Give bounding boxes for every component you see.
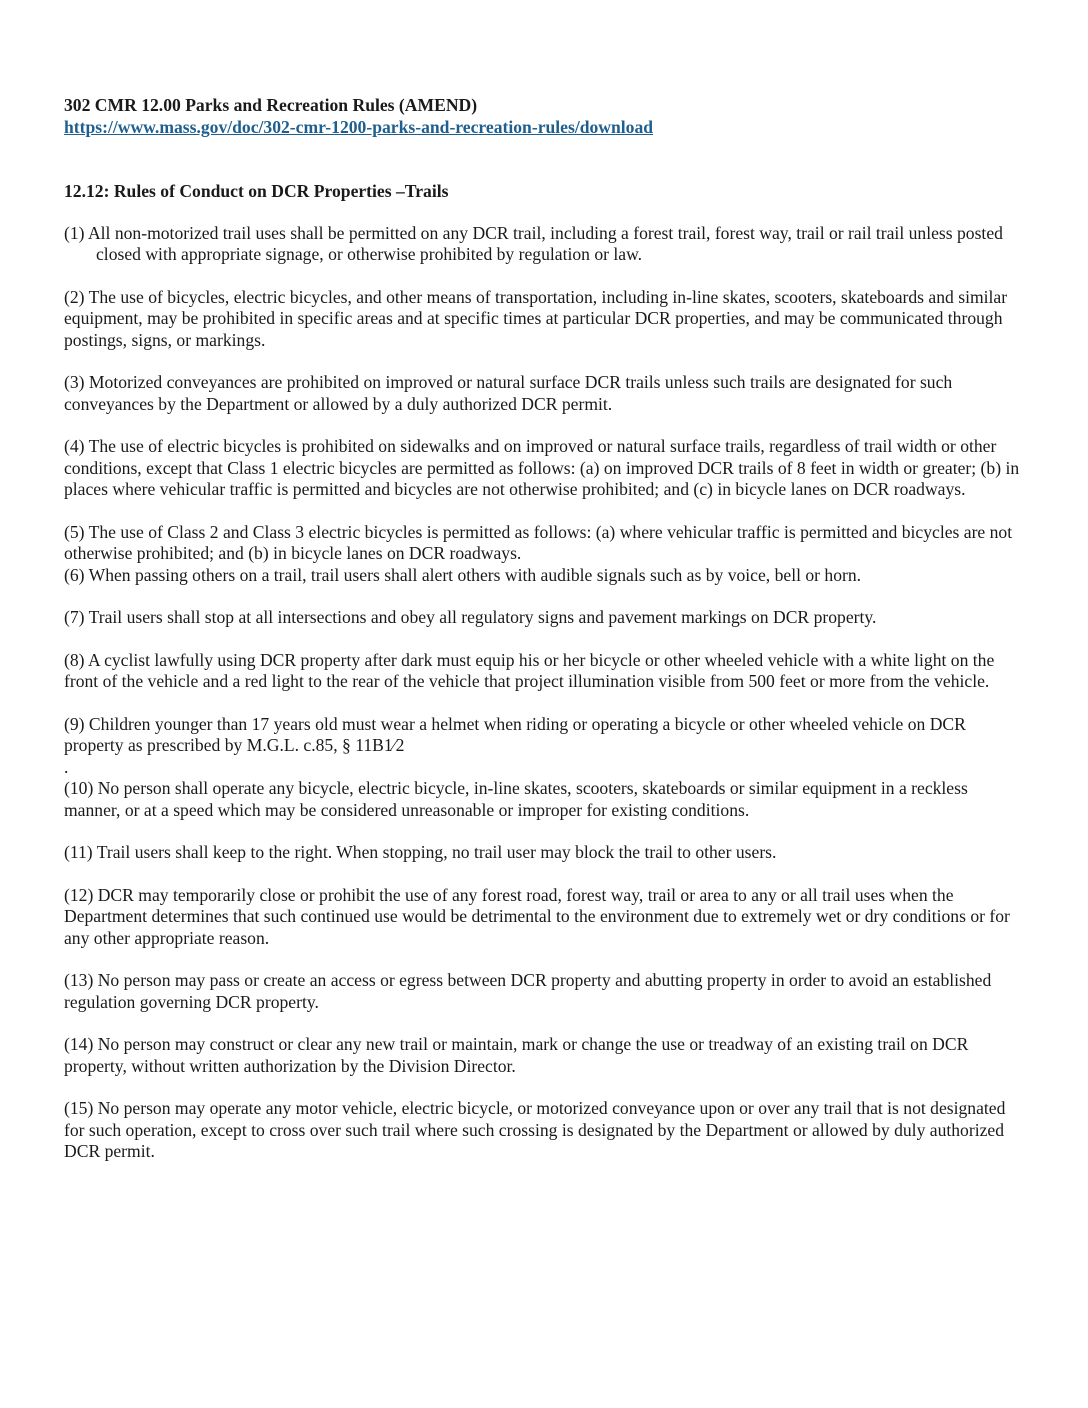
stray-period: . [64, 756, 69, 777]
document-page [64, 95, 1026, 1184]
rule-14: (14) No person may construct or clear any new trail or maintain, mark or change the use or treadway of an existing trail on DCR property, without written authorization by the Division Director. [64, 1034, 969, 1076]
rule-8: (8) A cyclist lawfully using DCR property after dark must equip his or her bicycle or other wheeled vehicle with a white light on the front of the vehicle and a red light to the rear of the vehicle that project illumination visible from 500 feet or more from the vehicle. [64, 649, 995, 691]
rule-10: (10) No person shall operate any bicycle, electric bicycle, in-line skates, scooters, skateboards or similar equipment in a reckless manner, or at a speed which may be considered unreasonable or improper for existing conditions. [64, 778, 968, 820]
rule-1: (1) All non-motorized trail uses shall be permitted on any DCR trail, including a forest trail, forest way, trail or rail trail unless posted closed with appropriate signage, or otherwise prohibited by regulation or law. [64, 222, 1003, 264]
rule-3: (3) Motorized conveyances are prohibited on improved or natural surface DCR trails unless such trails are designated for such conveyances by the Department or allowed by a duly authorized DCR permit. [64, 372, 953, 414]
rule-6: (6) When passing others on a trail, trail users shall alert others with audible signals such as by voice, bell or horn. [64, 564, 862, 585]
download-link[interactable]: https://www.mass.gov/doc/302-cmr-1200-parks-and-recreation-rules/download [64, 116, 654, 137]
rule-9: (9) Children younger than 17 years old must wear a helmet when riding or operating a bicycle or other wheeled vehicle on DCR property as prescribed by M.G.L. c.85, § 11B1⁄2 [64, 713, 966, 755]
rule-5: (5) The use of Class 2 and Class 3 electric bicycles is permitted as follows: (a) where vehicular traffic is permitted and bicycles are not otherwise prohibited; and (b) in bicycle lanes on DCR roadways. [64, 521, 1013, 563]
rules-list [64, 223, 1026, 1163]
rule-4: (4) The use of electric bicycles is prohibited on sidewalks and on improved or natural surface trails, regardless of trail width or other conditions, except that Class 1 electric bicycles are permitted as follows: (a) on improved DCR trails of 8 feet in width or greater; (b) in places where vehicular traffic is permitted and bicycles are not otherwise prohibited; and (c) in bicycle lanes on DCR roadways. [64, 436, 1020, 499]
rule-2: (2) The use of bicycles, electric bicycles, and other means of transportation, including in-line skates, scooters, skateboards and similar equipment, may be prohibited in specific areas and at specific times at particular DCR properties, and may be communicated through postings, signs, or markings. [64, 286, 1008, 350]
document-title: 302 CMR 12.00 Parks and Recreation Rules (AMEND) [64, 95, 478, 115]
section-heading: 12.12: Rules of Conduct on DCR Properties –Trails [64, 181, 449, 201]
rule-12: (12) DCR may temporarily close or prohibit the use of any forest road, forest way, trail or area to any or all trail uses when the Department determines that such continued use would be detrimental to the environment due to extremely wet or dry conditions or for any other appropriate reason. [64, 884, 1010, 948]
rule-13: (13) No person may pass or create an access or egress between DCR property and abutting property in order to avoid an established regulation governing DCR property. [64, 970, 992, 1012]
rule-7: (7) Trail users shall stop at all intersections and obey all regulatory signs and pavement markings on DCR property. [64, 607, 877, 627]
rule-11: (11) Trail users shall keep to the right. When stopping, no trail user may block the trail to other users. [64, 842, 777, 862]
rule-15: (15) No person may operate any motor vehicle, electric bicycle, or motorized conveyance upon or over any trail that is not designated for such operation, except to cross over such trail where such crossing is designated by the Department or allowed by duly authorized DCR permit. [64, 1098, 1006, 1161]
